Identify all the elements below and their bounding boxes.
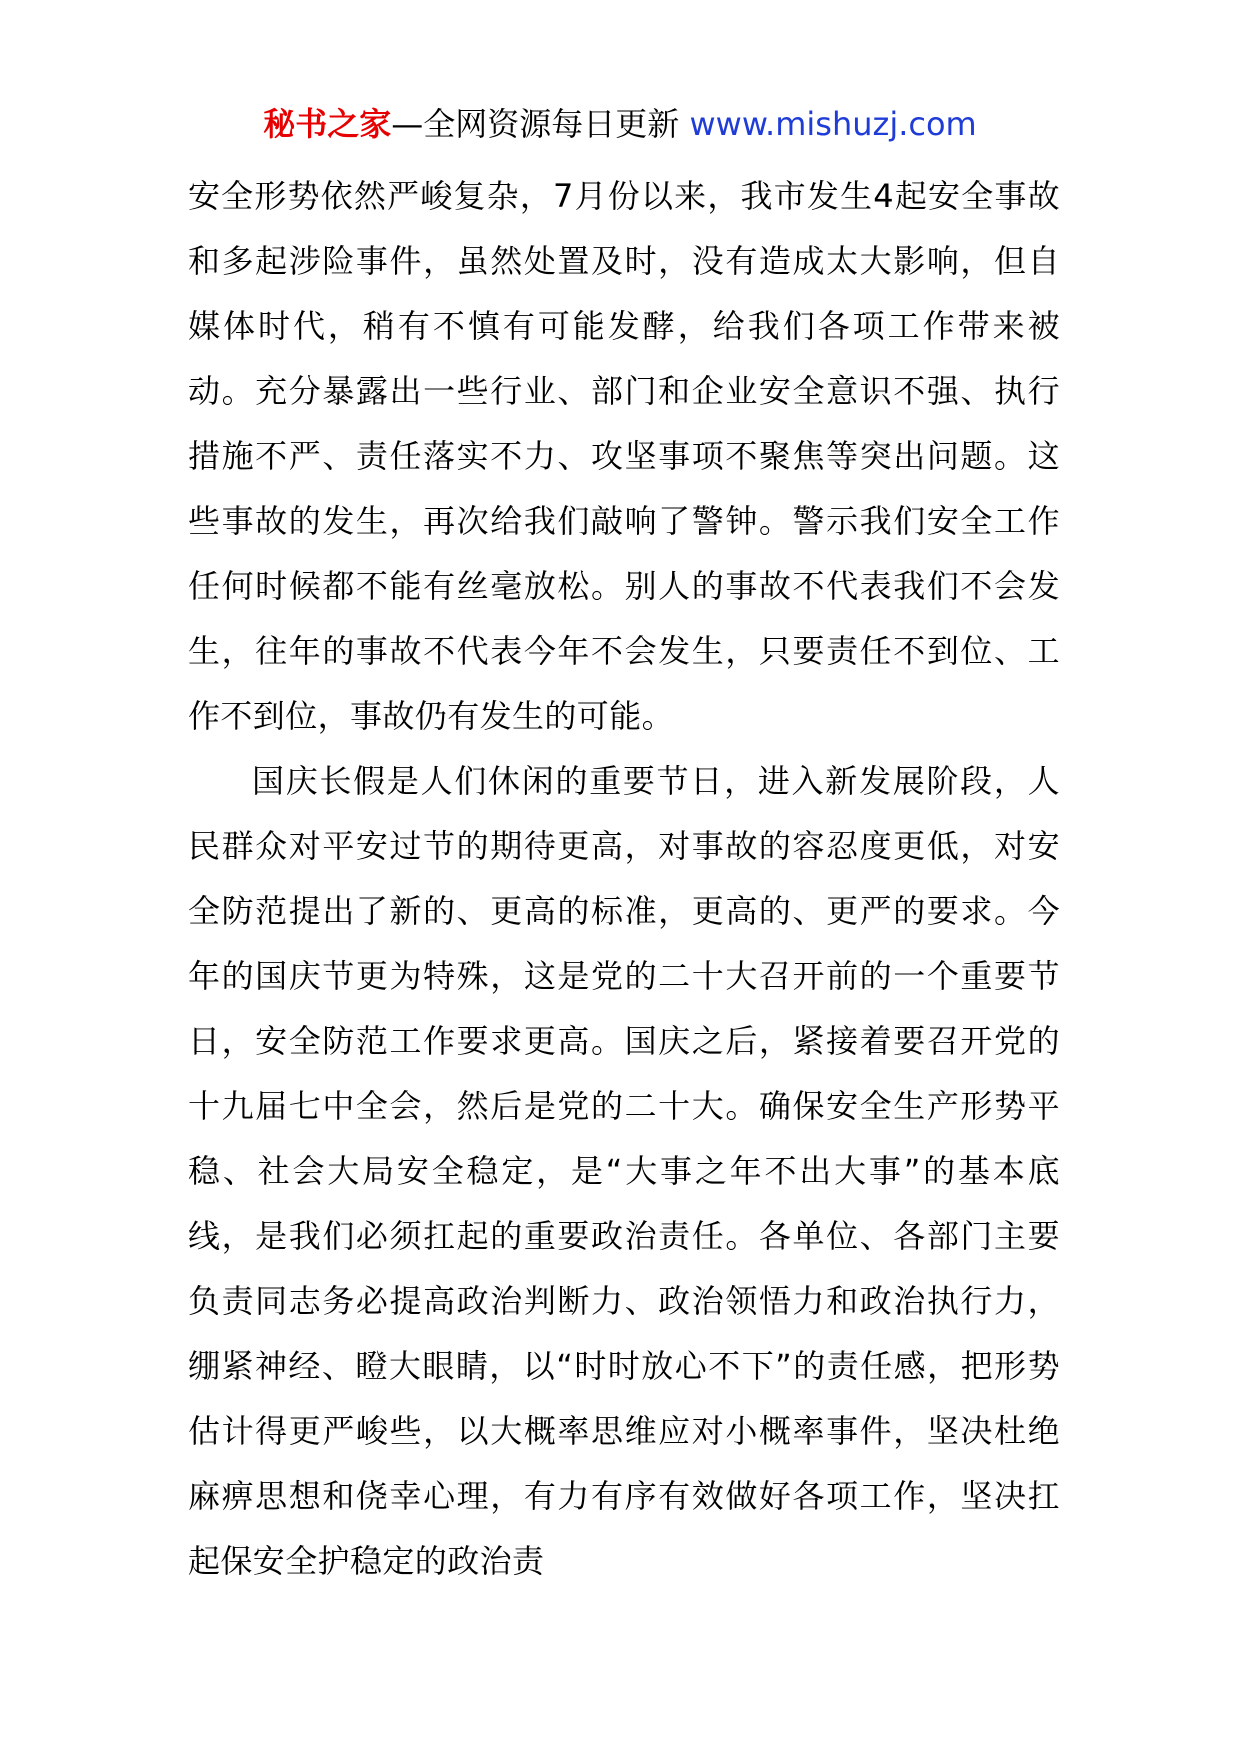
paragraph-2: 国庆长假是人们休闲的重要节日，进入新发展阶段，人民群众对平安过节的期待更高，对事故的容忍度更低，对安全防范提出了新的、更高的标准，更高的、更严的要求。今年的国庆节更为特殊，这是党的二十大召开前的一个重要节日，安全防范工作要求更高。国庆之后，紧接着要召开党的十九届七中全会，然后是党的二十大。确保安全生产形势平稳、社会大局安全稳定，是“大事之年不出大事”的基本底线，是我们必须扛起的重要政治责任。各单位、各部门主要负责同志务必提高政治判断力、政治领悟力和政治执行力，绷紧神经、瞪大眼睛，以“时时放心不下”的责任感，把形势估计得更严峻些，以大概率思维应对小概率事件，坚决杜绝麻痹思想和侥幸心理，有力有序有效做好各项工作，坚决扛起保安全护稳定的政治责 xyxy=(188,762,1060,1580)
site-url-link[interactable]: www.mishuzj.com xyxy=(689,105,977,143)
site-brand: 秘书之家 xyxy=(263,105,392,143)
site-header xyxy=(0,100,1240,148)
paragraph-1: 安全形势依然严峻复杂，7月份以来，我市发生4起安全事故和多起涉险事件，虽然处置及时，没有造成太大影响，但自媒体时代，稍有不慎有可能发酵，给我们各项工作带来被动。充分暴露出一些行业、部门和企业安全意识不强、执行措施不严、责任落实不力、攻坚事项不聚焦等突出问题。这些事故的发生，再次给我们敲响了警钟。警示我们安全工作任何时候都不能有丝毫放松。别人的事故不代表我们不会发生，往年的事故不代表今年不会发生，只要责任不到位、工作不到位，事故仍有发生的可能。 xyxy=(188,177,1060,735)
site-tagline: —全网资源每日更新 xyxy=(391,105,690,143)
document-body xyxy=(188,164,1060,1594)
